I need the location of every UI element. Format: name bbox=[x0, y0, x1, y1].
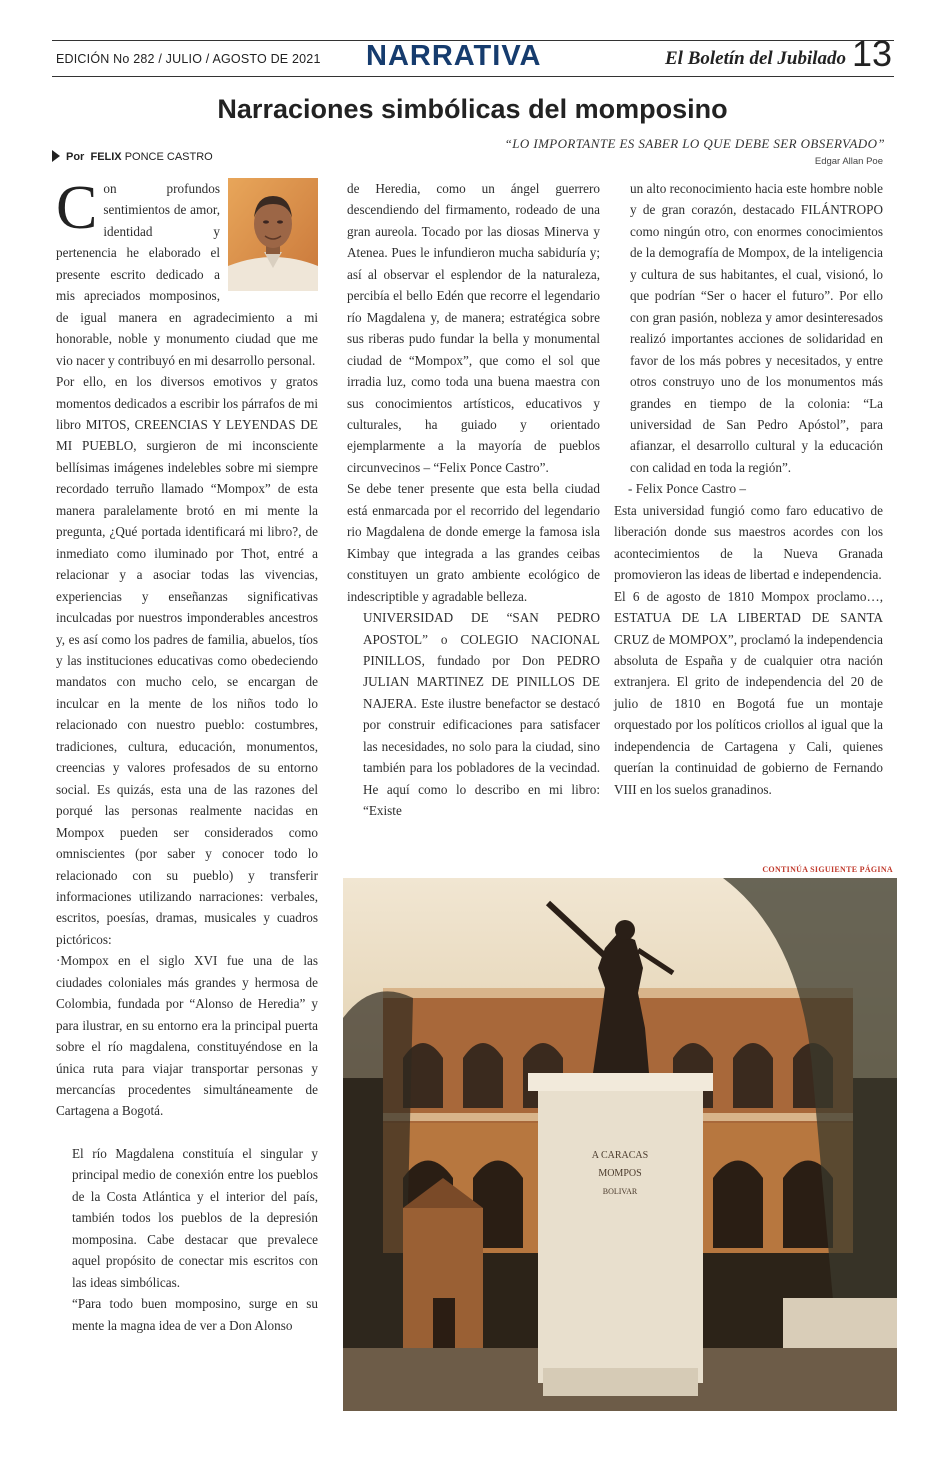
plaque-text-2: MOMPOS bbox=[598, 1168, 642, 1179]
intro-paragraph: on profundos sentimientos de amor, identidad y pertenencia he elaborado el presente escrito dedicado a mis apreciados momposinos, de igual manera en agradecimiento a mi honorable, noble y monumento ciudad que me vio nacer y contribuyó en mi desarrollo personal. bbox=[56, 181, 318, 368]
epigraph-quote: “LO IMPORTANTE ES SABER LO QUE DEBE SER OBSERVADO” bbox=[504, 136, 885, 151]
article-column-1 bbox=[56, 174, 318, 1336]
byline-first-name: FELIX bbox=[90, 151, 122, 163]
paragraph: de Heredia, como un ángel guerrero descendiendo del firmamento, rodeado de una gran aureola. Tocado por las diosas Minerva y Atenea. Pues le infundieron mucha sabiduría y; así al observar el esplendor de la naturaleza, percibía el bello Edén que recorre el legendario río Magdalena y, de manera; estratégica sobre sus riberas pudo fundar la bella y monumental ciudad de “Mompox”, que como el sol que irradia luz, como toda una buena maestra con sus conocimientos artísticos, educativos y culturales, ha guiado y orientado ejemplarmente a la mayoría de pueblos circunvecinos – “Felix Ponce Castro”. bbox=[347, 181, 600, 475]
paragraph: Por ello, en los diversos emotivos y gratos momentos dedicados a escribir los párrafos de mi libro MITOS, CREENCIAS Y LEYENDAS DE MI PUEBLO, surgieron de mi inconsciente bellísimas imágenes indelebles sobre mi siempre recordado terruño llamado “Mompox” de esta manera paralelamente brotó en mi mente la pregunta, ¿Qué portada identificará mi libro?, de inmediato como iluminado por Thot, entré a relacionar y a asociar todas las vivencias, experiencias y enseñanzas significativas inculcadas por nuestros imponderables ancestros y, es así como los padres de familia, abuelos, tíos y las instituciones educativas como obedeciendo mandatos con mucho celo, se encargan de inculcar en la mente de los niños todo lo relacionado con nuestro pueblo: costumbres, tradiciones, cultura, educación, monumentos, creencias y valores profesados de su entorno social. Es quizás, esta una de las razones del porqué las personas realmente nacidas en Mompox pueden ser considerados como omniscientes (por saber y conocer todo lo relacionado con su pueblo) y transferir informaciones utilizando narraciones: verbales, escritos, poesías, dramas, musicales y cuadros pictóricos: bbox=[56, 374, 318, 947]
article-column-2 bbox=[347, 178, 600, 822]
paragraph: Esta universidad fungió como faro educativo de liberación donde sus maestros acordes con los acontecimientos de la Nueva Granada promovieron las ideas de libertad e independencia. bbox=[614, 502, 883, 583]
byline-por: Por bbox=[66, 151, 85, 163]
byline bbox=[52, 150, 213, 163]
publication-name: El Boletín del Jubilado bbox=[665, 48, 847, 69]
article-title: Narraciones simbólicas del momposino bbox=[217, 94, 728, 124]
epigraph-author: Edgar Allan Poe bbox=[814, 156, 883, 167]
paragraph: El 6 de agosto de 1810 Mompox proclamo…, ESTATUA DE LA LIBERTAD DE SANTA CRUZ de MOMPOX”, proclamó la independencia absoluta de España y de cualquier otra nación extranjera. El grito de independencia del 20 de julio de 1810 en Bogotá fue un montaje orquestado por los políticos criollos al igual que la independencia de Cartagena y Cali, quienes querían la continuidad de gobierno de Fernando VIII en los suelos granadinos. bbox=[614, 588, 883, 797]
plaque-text-1: A CARACAS bbox=[591, 1150, 649, 1161]
page-number: 13 bbox=[852, 33, 893, 74]
edition-info: EDICIÓN No 282 / JULIO / AGOSTO DE 2021 bbox=[56, 52, 321, 66]
paragraph: El río Magdalena constituía el singular y principal medio de conexión entre los pueblos de la Costa Atlántica y el interior del país, también todos los pueblos de la depresión momposina. Cabe destacar que prevalece aquel propósito de conectar mis escritos con las ideas simbólicas. bbox=[72, 1145, 318, 1290]
signoff: - Felix Ponce Castro – bbox=[628, 481, 746, 497]
section-title: NARRATIVA bbox=[366, 40, 542, 72]
plaque-text-3: BOLIVAR bbox=[602, 1187, 638, 1196]
article-column-3 bbox=[614, 178, 883, 800]
paragraph: un alto reconocimiento hacia este hombre noble y de gran corazón, destacado FILÁNTROPO como ningún otro, con enormes conocimientos de la demografía de Mompox, de la inteligencia y cultura de sus habitantes, el cual, visionó, lo que podrían “Ser o hacer el futuro”. Por ello con gran pasión, nobleza y amor desinteresados realizó importantes acciones de solidaridad en favor de los más pobres y necesitados, y entre otros construyo uno de los monumentos más grandes en tiempo de la colonia: “La universidad de San Pedro Apóstol”, para afianzar, el desarrollo cultural y la educación con calidad en toda la región”. bbox=[630, 181, 883, 475]
header-bottom-rule bbox=[52, 76, 894, 77]
paragraph: “Para todo buen momposino, surge en su mente la magna idea de ver a Don Alonso bbox=[72, 1296, 318, 1333]
continued-notice: CONTINÚA SIGUIENTE PÁGINA bbox=[762, 865, 893, 874]
author-portrait bbox=[228, 178, 318, 291]
paragraph: ·Mompox en el siglo XVI fue una de las ciudades coloniales más grandes y hermosa de Colombia, fundada por “Alonso de Heredia” y para ilustrar, en su entorno era la principal puerta sobre el río magdalena, constituyéndose en la única ruta para viajar transportar personas y mercancías procedentes simultáneamente de Cartagena a Bogotá. bbox=[56, 953, 318, 1119]
triangle-bullet-icon bbox=[52, 150, 60, 162]
paragraph: UNIVERSIDAD DE “SAN PEDRO APOSTOL” o COLEGIO NACIONAL PINILLOS, fundado por Don PEDRO JULIAN MARTINEZ DE PINILLOS DE NAJERA. Este ilustre benefactor se destacó por construir edificaciones para satisfacer las necesidades, no solo para la ciudad, sino también para los pobladores de la vecindad. He aquí como lo describo en mi libro: “Existe bbox=[363, 610, 600, 819]
drop-cap: C bbox=[56, 174, 98, 242]
statue-photo bbox=[343, 878, 897, 1411]
paragraph: Se debe tener presente que esta bella ciudad está enmarcada por el recorrido del legendario rio Magdalena de donde emerge la famosa isla Kimbay que integrada a las grandes ceibas constituyen un grato ambiente ecológico de indescriptible y agradable belleza. bbox=[347, 481, 600, 604]
byline-rest: PONCE CASTRO bbox=[124, 151, 213, 163]
